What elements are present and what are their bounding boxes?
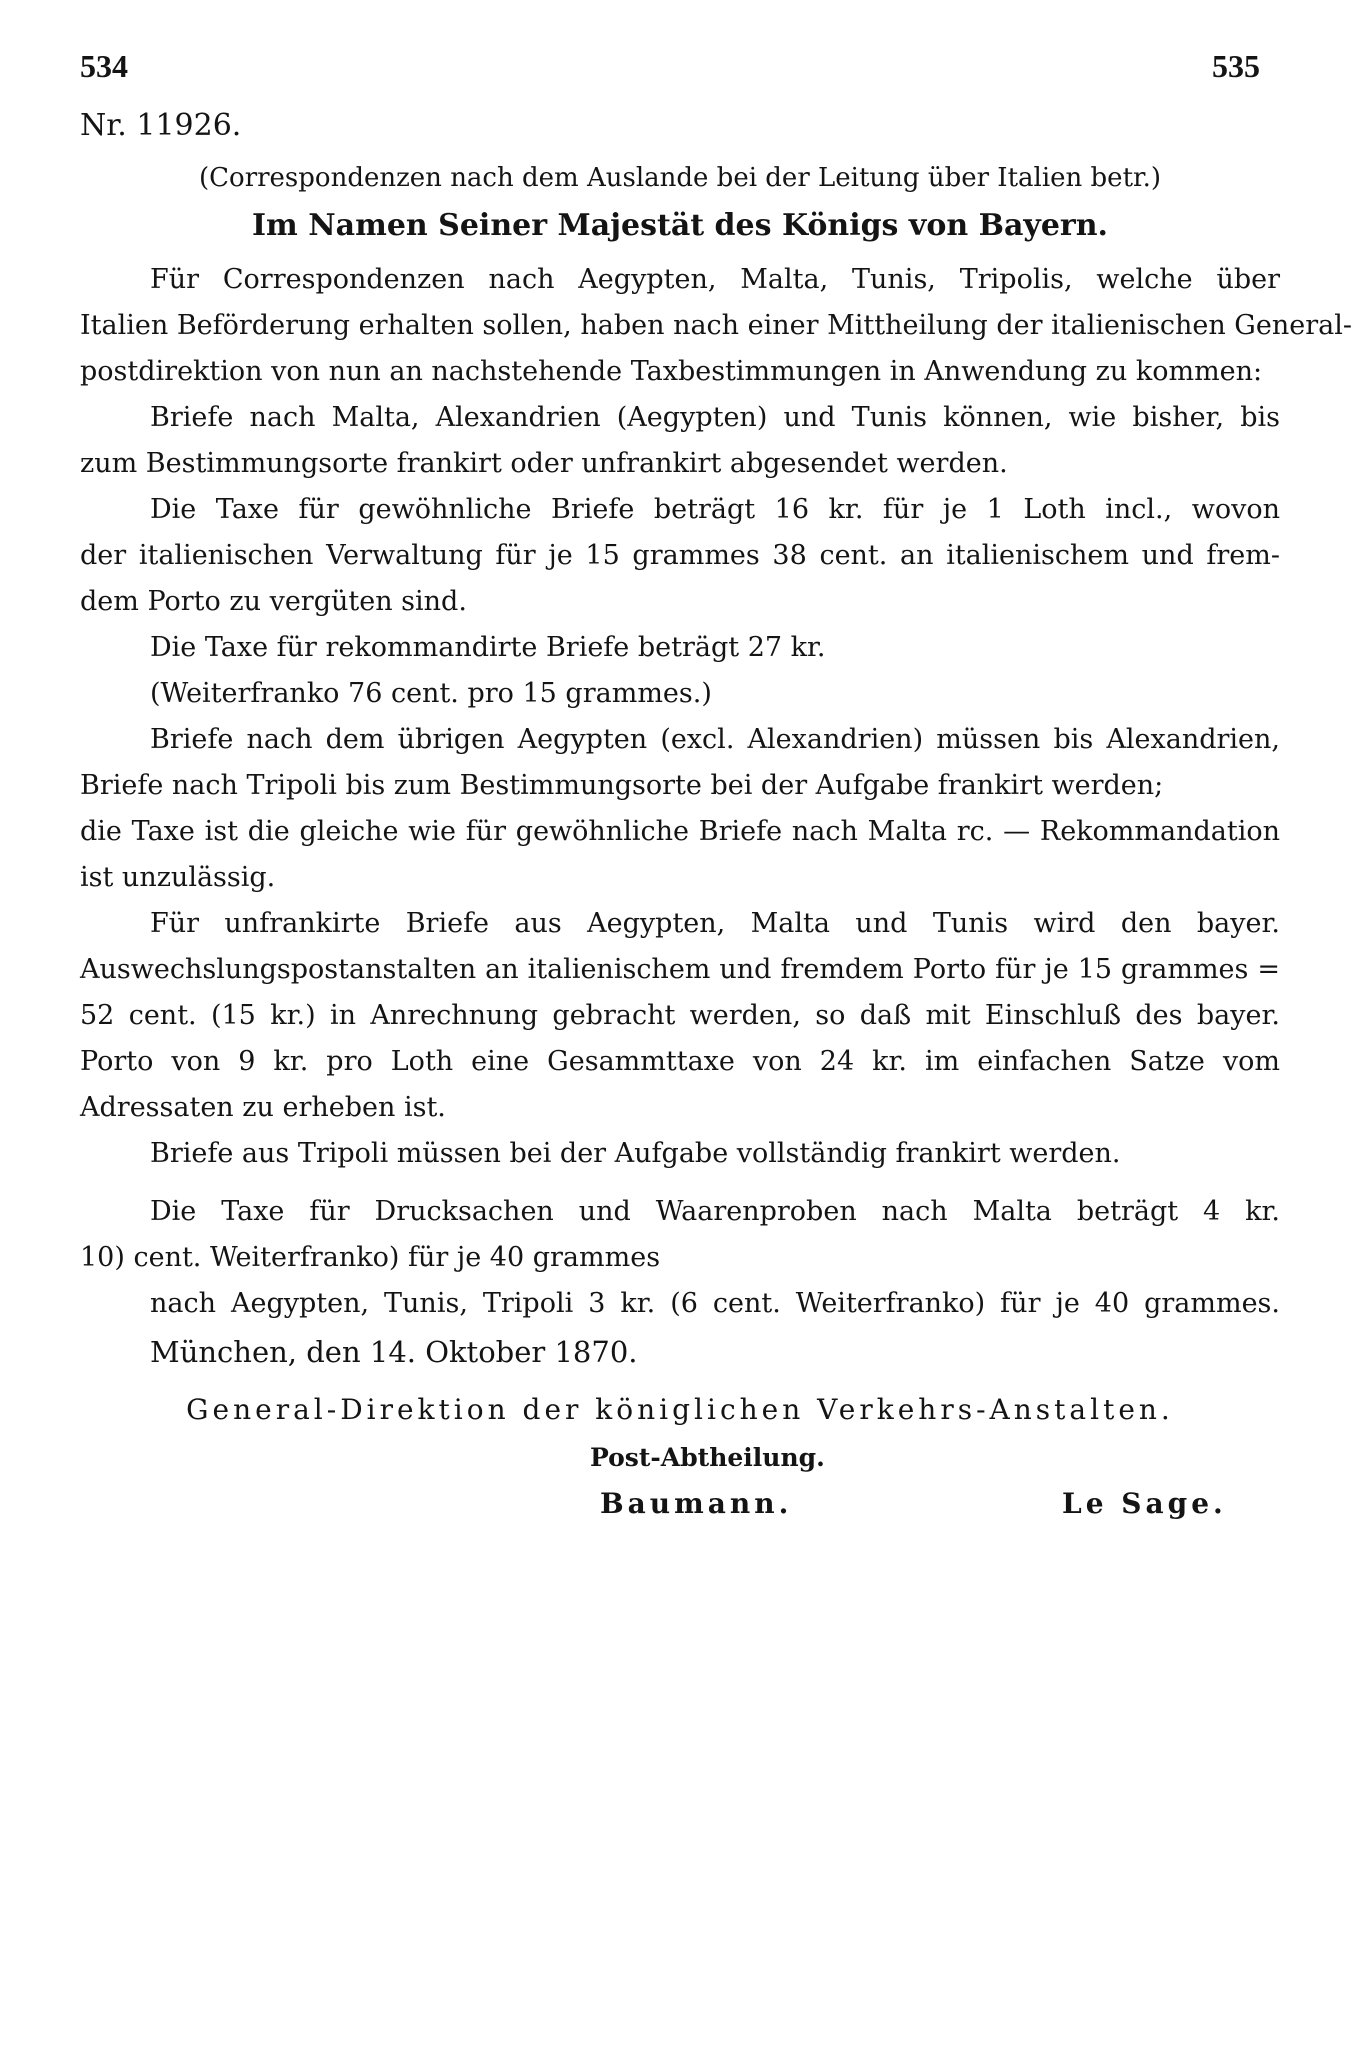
page-title: Im Namen Seiner Majestät des Königs von Bayern. xyxy=(252,208,1108,243)
paragraph-3-line-2: der italienischen Verwaltung für je 15 grammes 38 cent. an italienischem und frem- xyxy=(80,540,1280,571)
paragraph-5: (Weiterfranko 76 cent. pro 15 grammes.) xyxy=(150,678,712,709)
paragraph-1-line-2: Italien Beförderung erhalten sollen, haben nach einer Mittheilung der italienischen General- xyxy=(80,310,1352,341)
paragraph-7-line-2: Auswechslungspostanstalten an italienischem und fremdem Porto für je 15 grammes = xyxy=(80,954,1280,985)
ordinance-number: Nr. 11926. xyxy=(80,108,242,143)
paragraph-9-line-2: 10) cent. Weiterfranko) für je 40 grammes xyxy=(80,1242,661,1273)
paragraph-3-line-3: dem Porto zu vergüten sind. xyxy=(80,586,467,617)
paragraph-8: Briefe aus Tripoli müssen bei der Aufgabe vollständig frankirt werden. xyxy=(150,1138,1121,1169)
page-number-right: 535 xyxy=(1212,48,1260,84)
paragraph-6-line-4: ist unzulässig. xyxy=(80,862,276,893)
paragraph-2-line-2: zum Bestimmungsorte frankirt oder unfrankirt abgesendet werden. xyxy=(80,448,1008,479)
paragraph-7-line-3: 52 cent. (15 kr.) in Anrechnung gebracht werden, so daß mit Einschluß des bayer. xyxy=(80,1000,1280,1031)
paragraph-3-line-1: Die Taxe für gewöhnliche Briefe beträgt 16 kr. für je 1 Loth incl., wovon xyxy=(150,494,1280,525)
paragraph-1-line-3: postdirektion von nun an nachstehende Taxbestimmungen in Anwendung zu kommen: xyxy=(80,356,1263,387)
paragraph-6-line-3: die Taxe ist die gleiche wie für gewöhnliche Briefe nach Malta rc. — Rekommandation xyxy=(80,816,1280,847)
paragraph-4: Die Taxe für rekommandirte Briefe beträgt 27 kr. xyxy=(150,632,826,663)
paragraph-7-line-5: Adressaten zu erheben ist. xyxy=(80,1092,446,1123)
paragraph-9-line-1: Die Taxe für Drucksachen und Waarenproben nach Malta beträgt 4 kr. xyxy=(150,1196,1280,1227)
paragraph-9-line-3: nach Aegypten, Tunis, Tripoli 3 kr. (6 cent. Weiterfranko) für je 40 grammes. xyxy=(150,1288,1280,1319)
signatory-right: Le Sage. xyxy=(1062,1487,1227,1520)
signatory-left: Baumann. xyxy=(600,1487,793,1520)
paragraph-7-line-4: Porto von 9 kr. pro Loth eine Gesammttaxe von 24 kr. im einfachen Satze vom xyxy=(80,1046,1280,1077)
paragraph-2-line-1: Briefe nach Malta, Alexandrien (Aegypten) und Tunis können, wie bisher, bis xyxy=(150,402,1280,433)
date-line: München, den 14. Oktober 1870. xyxy=(150,1335,638,1369)
issuing-authority: General-Direktion der königlichen Verkehrs-Anstalten. xyxy=(186,1393,1174,1426)
department-name: Post-Abtheilung. xyxy=(590,1443,825,1472)
paragraph-6-line-2: Briefe nach Tripoli bis zum Bestimmungsorte bei der Aufgabe frankirt werden; xyxy=(80,770,1164,801)
page-number-left: 534 xyxy=(80,48,128,84)
subject-line: (Correspondenzen nach dem Auslande bei der Leitung über Italien betr.) xyxy=(199,163,1161,193)
paragraph-7-line-1: Für unfrankirte Briefe aus Aegypten, Malta und Tunis wird den bayer. xyxy=(150,908,1280,939)
paragraph-6-line-1: Briefe nach dem übrigen Aegypten (excl. Alexandrien) müssen bis Alexandrien, xyxy=(150,724,1280,755)
paragraph-1-line-1: Für Correspondenzen nach Aegypten, Malta, Tunis, Tripolis, welche über xyxy=(150,264,1280,295)
